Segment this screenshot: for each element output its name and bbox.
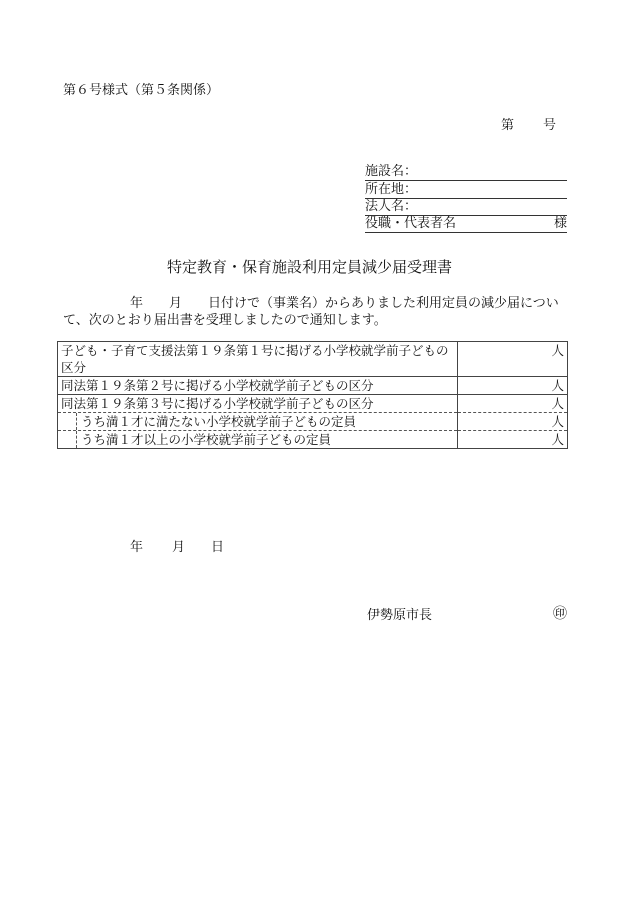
table-row <box>58 431 568 449</box>
row-unit: 人 <box>458 342 568 377</box>
date-day: 日 <box>211 540 225 555</box>
table-row <box>58 342 568 377</box>
form-label: 第６号様式（第５条関係） <box>63 83 220 98</box>
number-prefix: 第 <box>501 118 515 133</box>
date-year: 年 <box>130 540 144 555</box>
row-label: 子ども・子育て支援法第１９条第１号に掲げる小学校就学前子どもの区分 <box>58 342 458 377</box>
representative-label: 役職・代表者名 <box>365 216 457 231</box>
number-suffix: 号 <box>543 118 557 133</box>
row-unit: 人 <box>458 431 568 449</box>
issuer: 伊勢原市長 <box>367 608 433 623</box>
row-label: 同法第１９条第３号に掲げる小学校就学前子どもの区分 <box>58 395 458 413</box>
corporation-label: 法人名： <box>365 199 418 214</box>
capacity-table <box>57 341 568 449</box>
table-row <box>58 413 568 431</box>
row-label: 同法第１９条第２号に掲げる小学校就学前子どもの区分 <box>58 377 458 395</box>
table-row <box>58 377 568 395</box>
honorific: 様 <box>553 216 567 231</box>
seal-icon: ㊞ <box>553 606 567 622</box>
row-unit: 人 <box>458 413 568 431</box>
row-label: うち満１才以上の小学校就学前子どもの定員 <box>76 431 454 448</box>
row-unit: 人 <box>458 395 568 413</box>
facility-name-label: 施設名： <box>365 164 418 179</box>
date-month: 月 <box>172 540 186 555</box>
row-label: うち満１才に満たない小学校就学前子どもの定員 <box>76 413 454 430</box>
table-row <box>58 395 568 413</box>
address-label: 所在地： <box>365 182 418 197</box>
body-line-2: て、次のとおり届出書を受理しましたので通知します。 <box>63 313 387 328</box>
body-line-1: 年 月 日付けで（事業名）からありました利用定員の減少届につい <box>130 296 559 311</box>
row-unit: 人 <box>458 377 568 395</box>
document-title: 特定教育・保育施設利用定員減少届受理書 <box>167 258 453 276</box>
